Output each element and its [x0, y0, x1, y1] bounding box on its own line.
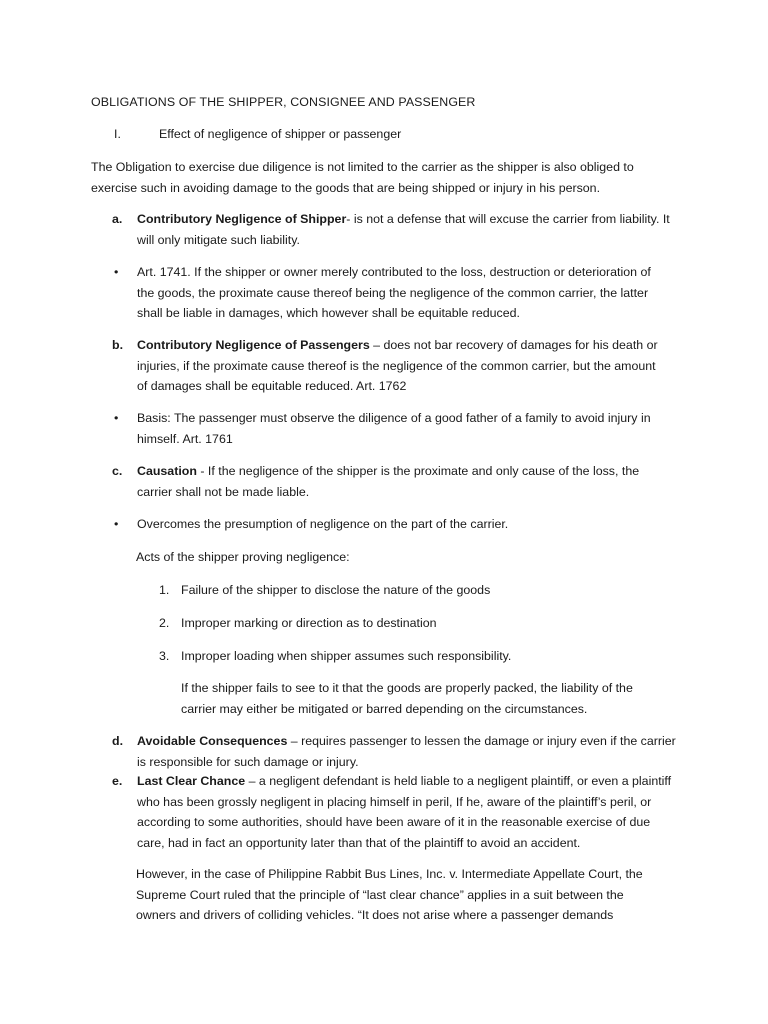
list-item-b: [112, 335, 682, 397]
text-line: exercise such in avoiding damage to the goods that are being shipped or injury in his person.: [91, 180, 601, 195]
text-line: the goods, the proximate cause thereof being the negligence of the common carrier, the latter: [137, 285, 649, 300]
bullet-item: [112, 514, 682, 535]
text-line: Overcomes the presumption of negligence on the part of the carrier.: [137, 517, 509, 531]
term-bold: Avoidable Consequences: [137, 734, 288, 748]
text-line: – does not bar recovery of damages for his death or: [369, 338, 658, 352]
text-line: injuries, if the proximate cause thereof is the negligence of the common carrier, but the amount: [137, 358, 656, 373]
list-item-d: [112, 731, 682, 772]
bullet-marker: •: [114, 517, 119, 531]
text-line: according to some authorities, should have been aware of it in the reasonable exercise of due: [137, 815, 651, 830]
text-line: who has been grossly negligent in placing himself in peril, If he, aware of the plaintiff’s peril, or: [137, 794, 652, 809]
term-bold: Last Clear Chance: [137, 774, 246, 788]
numbered-item-text: Improper marking or direction as to destination: [181, 616, 437, 630]
term-bold: Contributory Negligence of Passengers: [137, 338, 370, 352]
text-line: - is not a defense that will excuse the carrier from liability. It: [346, 212, 670, 226]
text-line: Supreme Court ruled that the principle of “last clear chance” applies in a suit between the: [136, 887, 624, 902]
list-marker: c.: [112, 464, 123, 478]
bullet-item: [112, 408, 682, 449]
list-item-e: [112, 771, 682, 854]
bullet-marker: •: [114, 265, 119, 279]
text-line: However, in the case of Philippine Rabbit Bus Lines, Inc. v. Intermediate Appellate Court, the: [136, 867, 643, 881]
section-heading: Effect of negligence of shipper or passenger: [159, 127, 402, 141]
text-line: If the shipper fails to see to it that the goods are properly packed, the liability of the: [181, 681, 633, 695]
text-line: owners and drivers of colliding vehicles. “It does not arise where a passenger demands: [136, 908, 614, 923]
intro-paragraph: [91, 157, 671, 198]
bullet-marker: •: [114, 411, 119, 425]
text-line: himself. Art. 1761: [137, 431, 233, 446]
acts-heading: Acts of the shipper proving negligence:: [136, 550, 350, 564]
text-line: shall be liable in damages, which however shall be equitable reduced.: [137, 306, 520, 321]
number-marker: 3.: [159, 649, 170, 663]
text-line: of damages shall be equitable reduced. Art. 1762: [137, 379, 407, 394]
text-line: Art. 1741. If the shipper or owner merely contributed to the loss, destruction or deterioration of: [137, 265, 651, 279]
text-line: will only mitigate such liability.: [137, 232, 300, 247]
text-line: – requires passenger to lessen the damage or injury even if the carrier: [287, 734, 676, 748]
text-line: carrier shall not be made liable.: [137, 484, 310, 499]
text-line: care, had in fact an opportunity later than that of the plaintiff to avoid an accident.: [137, 836, 581, 851]
number-marker: 2.: [159, 616, 170, 630]
text-line: - If the negligence of the shipper is the proximate and only cause of the loss, the: [196, 464, 640, 478]
numbered-item: [159, 613, 659, 634]
numbered-item-text: Improper loading when shipper assumes such responsibility.: [181, 649, 512, 663]
term-bold: Causation: [137, 464, 197, 478]
text-line: is responsible for such damage or injury.: [137, 754, 359, 769]
list-item-a: [112, 209, 682, 250]
text-line: The Obligation to exercise due diligence is not limited to the carrier as the shipper is also obliged to: [91, 160, 634, 174]
document-title: OBLIGATIONS OF THE SHIPPER, CONSIGNEE AND PASSENGER: [91, 95, 476, 109]
numbered-item: [159, 646, 659, 667]
list-marker: b.: [112, 338, 124, 352]
numbered-item: [159, 580, 659, 601]
text-line: – a negligent defendant is held liable to a negligent plaintiff, or even a plaintiff: [245, 774, 672, 788]
text-line: carrier may either be mitigated or barred depending on the circumstances.: [181, 701, 588, 716]
numbered-item-text: Failure of the shipper to disclose the nature of the goods: [181, 583, 491, 597]
text-line: Basis: The passenger must observe the diligence of a good father of a family to avoid injury in: [137, 411, 651, 425]
number-marker: 1.: [159, 583, 170, 597]
however-paragraph: [136, 864, 676, 926]
list-marker: e.: [112, 774, 123, 788]
list-marker: d.: [112, 734, 124, 748]
list-marker: a.: [112, 212, 123, 226]
list-item-c: [112, 461, 682, 502]
bullet-item: [112, 262, 682, 324]
packed-paragraph: [181, 678, 661, 719]
term-bold: Contributory Negligence of Shipper: [137, 212, 347, 226]
section-number: I.: [114, 127, 121, 141]
